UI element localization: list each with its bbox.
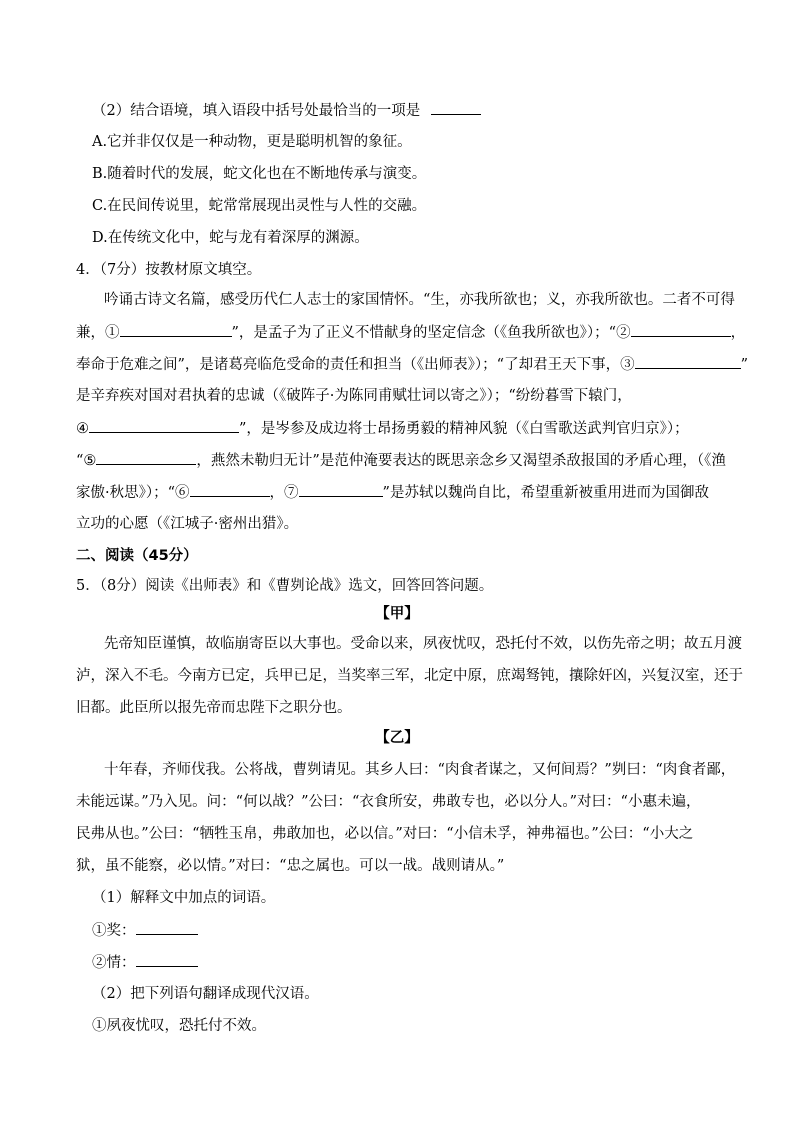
passage-yi-title: 【乙】: [375, 729, 419, 746]
q5-sub1: （1）解释文中加点的词语。: [92, 890, 276, 906]
section-2-title: 二、阅读（45分）: [76, 548, 198, 564]
answer-blank[interactable]: [431, 100, 481, 115]
passage-yi-line-4: 狱，虽不能察，必以情。”对曰：“忠之属也。可以一战。战则请从。”: [76, 858, 505, 874]
passage-yi-line-2: 未能远谋。”乃入见。问：“何以战？”公曰：“衣食所安，弗敢专也，必以分人。”对曰：“小惠未遍，: [76, 794, 701, 810]
fill-blank-1[interactable]: [120, 322, 232, 337]
q3-2-stem: （2）结合语境，填入语段中括号处最恰当的一项是: [92, 100, 481, 121]
q5-title: 5．（8分）阅读《出师表》和《曹刿论战》选文，回答回答问题。: [76, 578, 494, 594]
passage-jia-line-3: 旧都。此臣所以报先帝而忠陛下之职分也。: [76, 700, 352, 716]
q3-2-option-d: D.在传统文化中，蛇与龙有着深厚的渊源。: [92, 230, 369, 246]
q5-sub2-item-1: ①夙夜忧叹，恐托付不效。: [92, 1018, 266, 1034]
q3-2-option-b: B.随着时代的发展，蛇文化也在不断地传承与演变。: [92, 166, 427, 182]
passage-jia-line-1: 先帝知臣谨慎，故临崩寄臣以大事也。受命以来，夙夜忧叹，恐托付不效，以伤先帝之明；故五月渡: [104, 636, 742, 652]
fill-blank-3[interactable]: [635, 354, 741, 369]
fill-blank-4[interactable]: [89, 418, 239, 433]
fill-blank-2[interactable]: [631, 322, 731, 337]
q4-line-2: 兼，① ”，是孟子为了正义不惜献身的坚定信念（《鱼我所欲也》）；“② ，: [76, 322, 745, 343]
q3-2-option-a: A.它并非仅仅是一种动物，更是聪明机智的象征。: [92, 134, 412, 150]
q4-title: 4．（7分）按教材原文填空。: [76, 262, 262, 278]
q4-line-7: 家傲·秋思》）；“⑥ ，⑦ ”是苏轼以魏尚自比，希望重新被重用进而为国御敌: [76, 482, 709, 503]
q5-sub1-item-1: ①奖：: [92, 920, 198, 941]
q4-line-1: 吟诵古诗文名篇，感受历代仁人志士的家国情怀。“生，亦我所欲也；义，亦我所欲也。二者不可得: [104, 292, 735, 308]
answer-blank[interactable]: [136, 920, 198, 935]
fill-blank-6[interactable]: [190, 482, 270, 497]
fill-blank-5[interactable]: [96, 450, 196, 465]
q4-line-6: “⑤ ，燕然未勒归无计”是范仲淹要表达的既思亲念乡又渴望杀敌报国的矛盾心理，（《渔: [76, 450, 726, 471]
q4-line-5: ④ ”，是岑参及成边将士昂扬勇毅的精神风貌（《白雪歌送武判官归京》）；: [76, 418, 689, 439]
fill-blank-7[interactable]: [299, 482, 383, 497]
q4-line-3: 奉命于危难之间”，是诸葛亮临危受命的责任和担当（《出师表》）；“了却君王天下事，③ ”: [76, 354, 748, 375]
passage-yi-line-1: 十年春，齐师伐我。公将战，曹刿请见。其乡人曰：“肉食者谋之，又何间焉？”刿曰：“肉食者鄙，: [104, 762, 736, 778]
passage-yi-line-3: 民弗从也。”公曰：“牺牲玉帛，弗敢加也，必以信。”对曰：“小信未孚，神弗福也。”公曰：“小大之: [76, 826, 694, 842]
q4-line-8: 立功的心愿（《江城子·密州出猎》。: [76, 516, 299, 532]
q4-line-4: 是辛弃疾对国对君执着的忠诚（《破阵子·为陈同甫赋壮词以寄之》）；“纷纷暮雪下辕门，: [76, 388, 632, 404]
passage-jia-title: 【甲】: [375, 605, 419, 622]
q5-sub1-item-2: ②情：: [92, 952, 198, 973]
passage-jia-line-2: 泸，深入不毛。今南方已定，兵甲已足，当奖率三军，北定中原，庶竭驽钝，攘除奸凶，兴复汉室，还于: [76, 668, 743, 684]
q3-2-option-c: C.在民间传说里，蛇常常展现出灵性与人性的交融。: [92, 198, 427, 214]
answer-blank[interactable]: [136, 952, 198, 967]
q5-sub2: （2）把下列语句翻译成现代汉语。: [92, 986, 319, 1002]
